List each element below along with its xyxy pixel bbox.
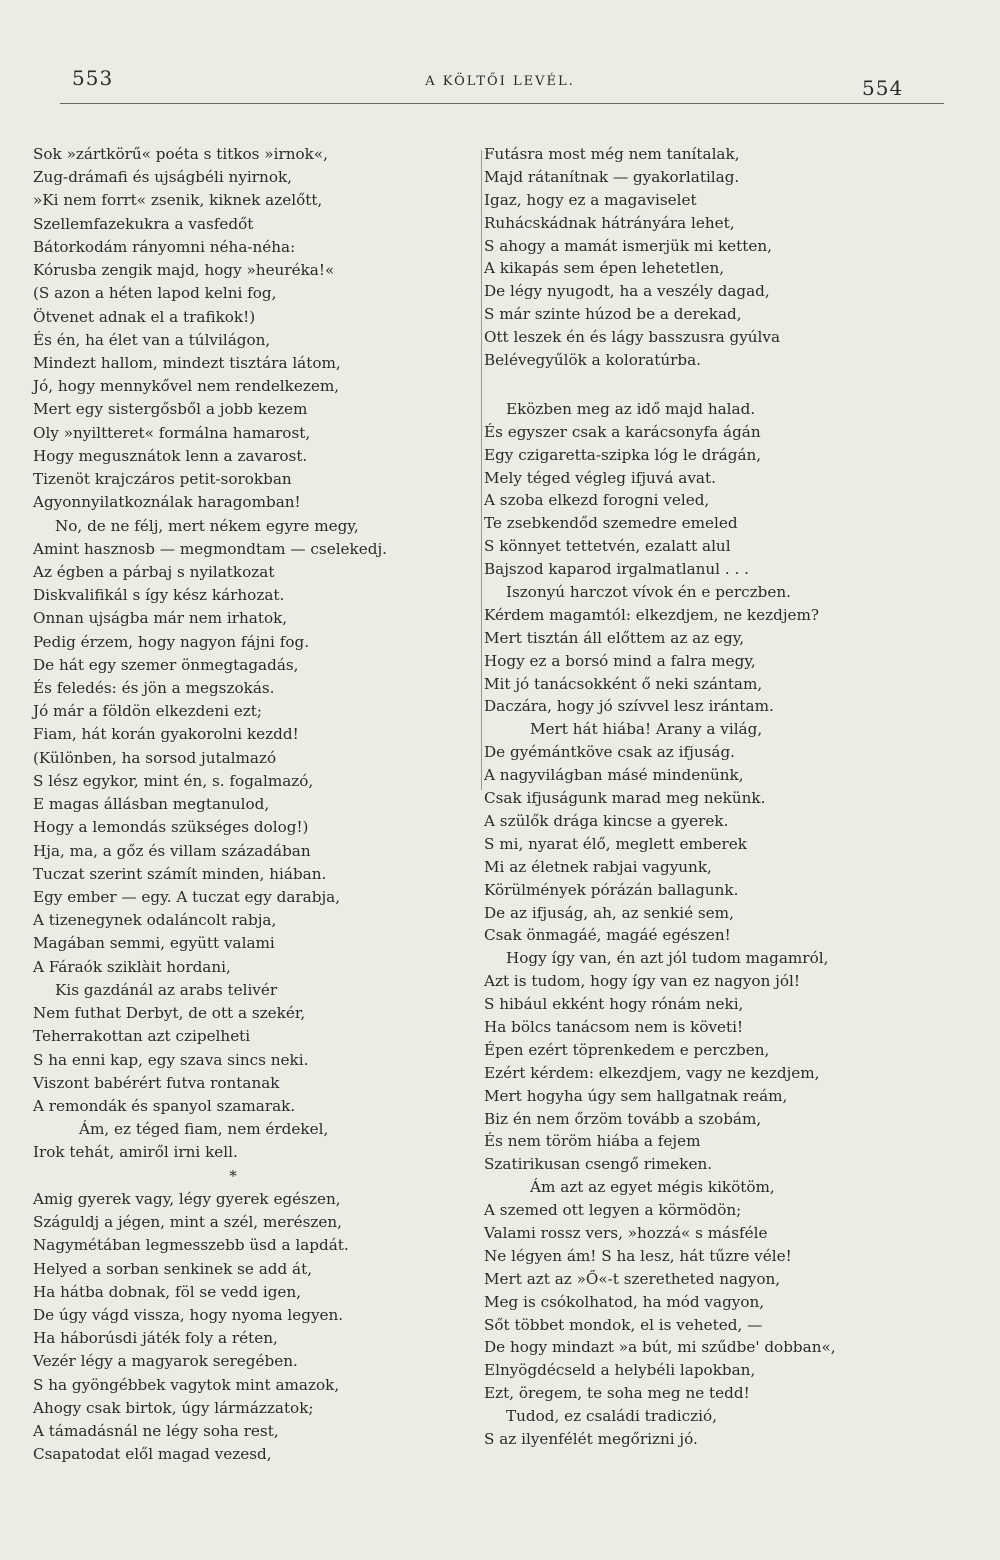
verse-line: Amint hasznosb — megmondtam — cselekedj.: [33, 539, 387, 558]
page-header: [0, 0, 1000, 110]
verse-line: Zug-drámafi és ujságbéli nyirnok,: [33, 168, 292, 187]
verse-line: Épen ezért töprenkedem e perczben,: [484, 1040, 770, 1059]
verse-line: Nagymétában legmesszebb üsd a lapdát.: [33, 1236, 349, 1255]
verse-line: Magában semmi, együtt valami: [33, 934, 275, 953]
verse-line: Ott leszek én és lágy basszusra gyúlva: [484, 328, 781, 347]
verse-line: Ötvenet adnak el a trafikok!): [33, 307, 256, 326]
verse-line: Valami rossz vers, »hozzá« s másféle: [484, 1223, 768, 1242]
verse-line: Tudod, ez családi tradiczió,: [506, 1407, 717, 1426]
verse-line: De gyémántköve csak az ifjuság.: [484, 743, 736, 762]
verse-line: És nem töröm hiába a fejem: [484, 1132, 701, 1151]
verse-line: A kikapás sem épen lehetetlen,: [484, 259, 725, 278]
verse-line: A nagyvilágban másé mindenünk,: [484, 766, 744, 785]
verse-line: Iszonyú harczot vívok én e perczben.: [506, 583, 791, 602]
verse-line: Ahogy csak birtok, úgy lármázzatok;: [33, 1398, 314, 1417]
verse-line: Száguldj a jégen, mint a szél, merészen,: [33, 1213, 342, 1232]
verse-line: A szemed ott legyen a körmödön;: [484, 1201, 742, 1220]
verse-line: Mit jó tanácsokként ő neki szántam,: [484, 674, 763, 693]
verse-line: Meg is csókolhatod, ha mód vagyon,: [484, 1292, 765, 1311]
stanza-gap: [484, 372, 924, 398]
verse-line: Egy ember — egy. A tuczat egy darabja,: [33, 888, 341, 906]
verse-line: És feledés: és jön a megszokás.: [33, 679, 275, 698]
verse-line: Mert tisztán áll előttem az az egy,: [484, 628, 745, 647]
verse-line: Hogy ez a borsó mind a falra megy,: [484, 651, 756, 670]
verse-line: S lész egykor, mint én, s. fogalmazó,: [33, 771, 314, 790]
verse-line: A tizenegynek odaláncolt rabja,: [33, 911, 277, 930]
verse-line: S ha gyöngébbek vagytok mint amazok,: [33, 1375, 340, 1394]
verse-line: Elnyögdécseld a helybéli lapokban,: [484, 1361, 756, 1380]
verse-line: Hogy a lemondás szükséges dolog!): [33, 818, 309, 837]
verse-line: A Fáraók sziklàit hordani,: [33, 957, 231, 976]
verse-line: Diskvalifikál s így kész kárhozat.: [33, 586, 285, 605]
right-column: [484, 143, 924, 1451]
verse-line: Egy czigaretta-szipka lóg le drágán,: [484, 445, 762, 464]
verse-line: De az ifjuság, ah, az senkié sem,: [484, 903, 734, 922]
verse-line: Jó, hogy mennykővel nem rendelkezem,: [33, 377, 340, 396]
verse-line: Csapatodat elől magad vezesd,: [33, 1445, 272, 1464]
verse-line: S ahogy a mamát ismerjük mi ketten,: [484, 236, 772, 255]
verse-line: Biz én nem őrzöm tovább a szobám,: [484, 1109, 762, 1128]
verse-line: Mi az életnek rabjai vagyunk,: [484, 857, 712, 876]
verse-line: Szatirikusan csengő rimeken.: [484, 1155, 713, 1174]
verse-line: S mi, nyarat élő, meglett emberek: [484, 834, 747, 853]
verse-line: A szoba elkezd forogni veled,: [484, 491, 710, 510]
verse-line: Majd rátanítnak — gyakorlatilag.: [484, 167, 740, 186]
verse-line: Ne légyen ám! S ha lesz, hát tűzre véle!: [484, 1246, 792, 1265]
verse-line: Hja, ma, a gőz és villam századában: [33, 841, 311, 860]
verse-line: Körülmények pórázán ballagunk.: [484, 880, 739, 899]
verse-line: Tizenöt krajczáros petit-sorokban: [33, 470, 292, 489]
verse-line: Kérdem magamtól: elkezdjem, ne kezdjem?: [484, 605, 820, 624]
verse-line: S könnyet tettetvén, ezalatt alul: [484, 537, 731, 556]
verse-line: És én, ha élet van a túlvilágon,: [33, 330, 271, 349]
verse-line: E magas állásban megtanulod,: [33, 795, 270, 814]
verse-line: Agyonnyilatkoználak haragomban!: [33, 493, 301, 512]
verse-line: S hibául ekként hogy rónám neki,: [484, 995, 744, 1014]
verse-line: Ha háborúsdi játék foly a réten,: [33, 1329, 278, 1348]
section-break-star: *: [229, 1166, 237, 1185]
verse-line: Kórusba zengik majd, hogy »heuréka!«: [33, 261, 335, 280]
verse-line: A támadásnál ne légy soha rest,: [33, 1422, 279, 1441]
verse-line: Te zsebkendőd szemedre emeled: [484, 514, 738, 533]
verse-line: Hogy megusznátok lenn a zavarost.: [33, 446, 308, 465]
verse-line: Az égben a párbaj s nyilatkozat: [33, 562, 275, 581]
verse-line: S ha enni kap, egy szava sincs neki.: [33, 1050, 309, 1069]
verse-line: Ám azt az egyet mégis kikötöm,: [530, 1178, 775, 1197]
verse-line: A szülők drága kincse a gyerek.: [484, 811, 729, 830]
verse-line: Csak ifjuságunk marad meg nekünk.: [484, 789, 766, 808]
verse-line: Tuczat szerint számít minden, hiában.: [33, 864, 327, 883]
verse-line: Ruhácskádnak hátrányára lehet,: [484, 213, 735, 232]
verse-line: Mert egy sistergősből a jobb kezem: [33, 400, 308, 419]
verse-line: »Ki nem forrt« zsenik, kiknek azelőtt,: [33, 191, 323, 210]
verse-line: Kis gazdánál az arabs telivér: [55, 980, 278, 999]
verse-line: De légy nyugodt, ha a veszély dagad,: [484, 282, 770, 301]
verse-line: Szellemfazekukra a vasfedőt: [33, 214, 254, 233]
page-number-right: 554: [862, 76, 904, 100]
verse-line: Sőt többet mondok, el is veheted, —: [484, 1315, 763, 1334]
verse-line: És egyszer csak a karácsonyfa ágán: [484, 422, 761, 441]
verse-line: De úgy vágd vissza, hogy nyoma legyen.: [33, 1305, 344, 1324]
verse-line: Oly »nyiltteret« formálna hamarost,: [33, 423, 311, 442]
verse-line: Pedig érzem, hogy nagyon fájni fog.: [33, 632, 310, 651]
left-column: [33, 143, 473, 1466]
verse-line: Daczára, hogy jó szívvel lesz irántam.: [484, 697, 774, 716]
verse-line: Igaz, hogy ez a magaviselet: [484, 190, 697, 209]
verse-line: Ezt, öregem, te soha meg ne tedd!: [484, 1384, 750, 1403]
verse-line: Azt is tudom, hogy így van ez nagyon jól!: [484, 972, 800, 991]
verse-line: Hogy így van, én azt jól tudom magamról,: [506, 949, 829, 968]
verse-line: Mindezt hallom, mindezt tisztára látom,: [33, 353, 341, 372]
verse-line: S az ilyenfélét megőrizni jó.: [484, 1429, 698, 1448]
verse-line: Bajszod kaparod irgalmatlanul . . .: [484, 560, 750, 579]
verse-line: S már szinte húzod be a derekad,: [484, 305, 742, 324]
header-rule: [60, 103, 944, 104]
verse-line: Amig gyerek vagy, légy gyerek egészen,: [33, 1189, 341, 1208]
verse-line: Eközben meg az idő majd halad.: [506, 399, 756, 418]
verse-line: (Különben, ha sorsod jutalmazó: [33, 748, 277, 767]
verse-line: Sok »zártkörű« poéta s titkos »irnok«,: [33, 145, 328, 163]
verse-line: Mert azt az »Ő«-t szeretheted nagyon,: [484, 1269, 781, 1288]
verse-line: Mert hogyha úgy sem hallgatnak reám,: [484, 1086, 788, 1105]
verse-line: Onnan ujságba már nem irhatok,: [33, 609, 288, 628]
verse-line: De hát egy szemer önmegtagadás,: [33, 655, 299, 674]
verse-line: Csak önmagáé, magáé egészen!: [484, 926, 731, 945]
verse-line: Belévegyűlök a koloratúrba.: [484, 351, 701, 370]
verse-line: Helyed a sorban senkinek se add át,: [33, 1259, 313, 1278]
verse-line: Ha hátba dobnak, föl se vedd igen,: [33, 1282, 302, 1301]
verse-line: Futásra most még nem tanítalak,: [484, 145, 740, 163]
verse-line: Bátorkodám rányomni néha-néha:: [33, 237, 296, 256]
verse-line: Irok tehát, amiről irni kell.: [33, 1143, 238, 1162]
verse-line: Teherrakottan azt czipelheti: [33, 1027, 251, 1046]
verse-line: Ezért kérdem: elkezdjem, vagy ne kezdjem,: [484, 1063, 820, 1082]
verse-line: Fiam, hát korán gyakorolni kezdd!: [33, 725, 299, 744]
page-number-left: 553: [72, 66, 114, 90]
verse-line: Jó már a földön elkezdeni ezt;: [33, 702, 263, 721]
column-divider: [481, 150, 482, 790]
verse-line: A remondák és spanyol szamarak.: [33, 1096, 296, 1115]
verse-line: Viszont babérért futva rontanak: [33, 1073, 280, 1092]
verse-line: Ám, ez téged fiam, nem érdekel,: [79, 1120, 329, 1139]
verse-line: No, de ne félj, mert nékem egyre megy,: [55, 516, 359, 535]
verse-line: Mely téged végleg ifjuvá avat.: [484, 468, 716, 487]
verse-line: (S azon a héten lapod kelni fog,: [33, 284, 277, 303]
verse-line: Mert hát hiába! Arany a világ,: [530, 720, 763, 739]
verse-line: Ha bölcs tanácsom nem is követi!: [484, 1017, 744, 1036]
verse-line: Nem futhat Derbyt, de ott a szekér,: [33, 1004, 306, 1023]
verse-line: De hogy mindazt »a bút, mi szűdbe' dobban«,: [484, 1338, 836, 1357]
running-title: A KÖLTŐI LEVÉL.: [425, 74, 575, 89]
verse-line: Vezér légy a magyarok seregében.: [33, 1352, 298, 1371]
